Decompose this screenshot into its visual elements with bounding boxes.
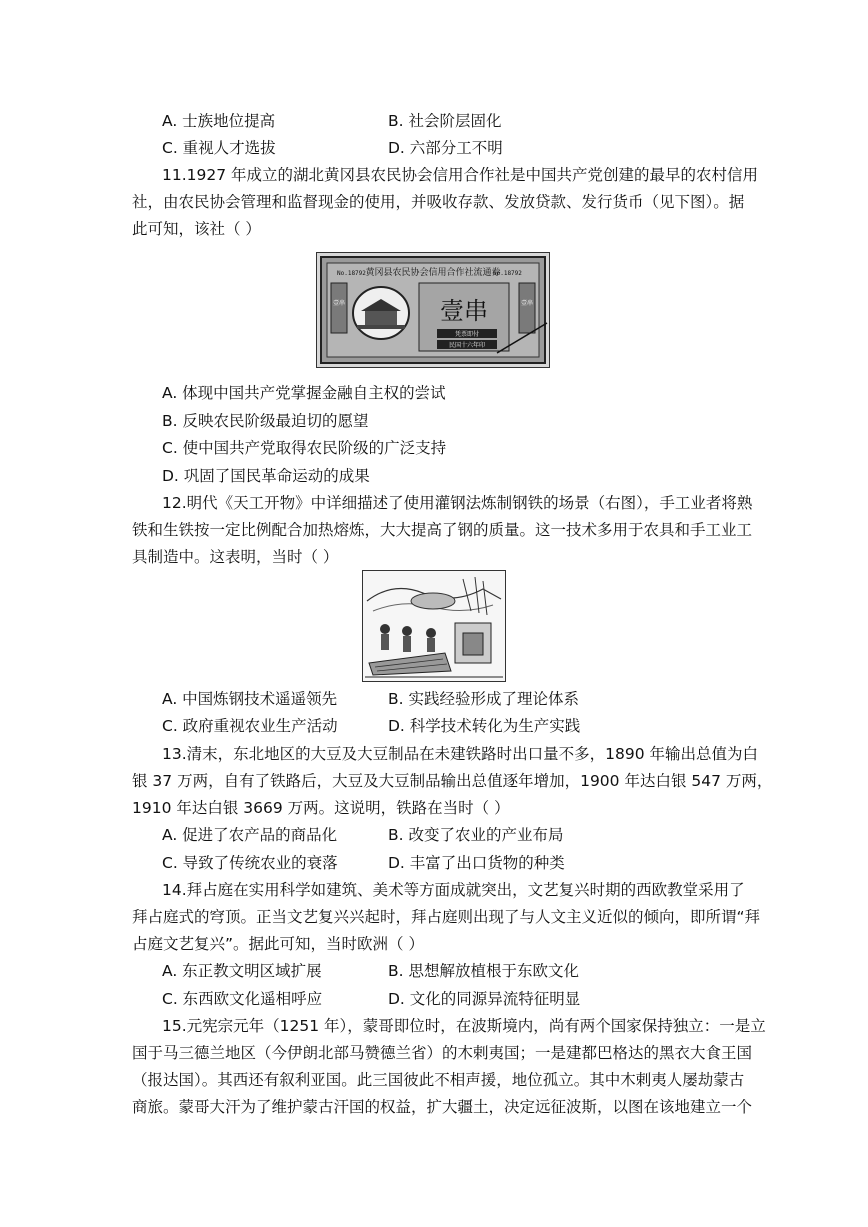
q13-option-a[interactable]: A. 促进了农产品的商品化 <box>162 826 338 844</box>
q13-option-c[interactable]: C. 导致了传统农业的衰落 <box>162 854 338 872</box>
q13-option-b[interactable]: B. 改变了农业的产业布局 <box>388 826 564 844</box>
steelmaking-illustration <box>362 570 506 682</box>
q15-text-line-4: 商旅。蒙哥大汗为了维护蒙古汗国的权益，扩大疆土，决定远征波斯，以图在该地建立一个 <box>132 1098 753 1116</box>
q10-option-c[interactable]: C. 重视人才选拔 <box>162 139 276 157</box>
q12-options-row-1 <box>162 687 722 709</box>
q13-text-line-3: 1910 年达白银 3669 万两。这说明，铁路在当时（ ） <box>132 799 510 817</box>
q11-text-line-2: 社，由农民协会管理和监督现金的使用，并吸收存款、发放贷款、发行货币（见下图）。据 <box>132 193 745 211</box>
q11-option-b[interactable]: B. 反映农民阶级最迫切的愿望 <box>162 412 369 430</box>
q11-option-a[interactable]: A. 体现中国共产党掌握金融自主权的尝试 <box>162 384 446 402</box>
q10-options-row-2 <box>162 136 722 158</box>
q13-options-row-2 <box>162 851 722 873</box>
q13-text-line-1: 13.清末，东北地区的大豆及大豆制品在未建铁路时出口量不多，1890 年输出总值为白 <box>162 745 759 763</box>
q10-options-row-1 <box>162 109 722 131</box>
q10-option-a[interactable]: A. 士族地位提高 <box>162 112 276 130</box>
q11-option-c[interactable]: C. 使中国共产党取得农民阶级的广泛支持 <box>162 439 447 457</box>
q12-option-d[interactable]: D. 科学技术转化为生产实践 <box>388 717 581 735</box>
banknote-serial-right: No.18792 <box>493 270 522 277</box>
banknote-side-right: 壹串 <box>520 300 534 307</box>
q14-options-row-1 <box>162 959 722 981</box>
q13-text-line-2: 银 37 万两，自有了铁路后，大豆及大豆制品输出总值逐年增加，1900 年达白银 547 万两， <box>132 772 773 790</box>
banknote-footer-2: 民国十六年印 <box>448 342 486 349</box>
q12-option-c[interactable]: C. 政府重视农业生产活动 <box>162 717 338 735</box>
q15-text-line-1: 15.元宪宗元年（1251 年），蒙哥即位时，在波斯境内，尚有两个国家保持独立：一是立 <box>162 1017 766 1035</box>
q15-text-line-3: （报达国）。其西还有叙利亚国。此三国彼此不相声援，地位孤立。其中木剌夷人屡劫蒙古 <box>132 1071 745 1089</box>
banknote-image <box>316 252 550 368</box>
q12-text-line-3: 具制造中。这表明，当时（ ） <box>132 548 339 566</box>
banknote-header: 黄冈县农民协会信用合作社流通券 <box>365 268 501 278</box>
q15-text-line-2: 国于马三德兰地区（今伊朗北部马赞德兰省）的木剌夷国；一是建都巴格达的黑衣大食王国 <box>132 1044 753 1062</box>
q10-option-b[interactable]: B. 社会阶层固化 <box>388 112 502 130</box>
q14-option-a[interactable]: A. 东正教文明区域扩展 <box>162 962 322 980</box>
q14-option-b[interactable]: B. 思想解放植根于东欧文化 <box>388 962 579 980</box>
q10-option-d[interactable]: D. 六部分工不明 <box>388 139 503 157</box>
banknote-footer-1: 凭票即付 <box>454 331 480 338</box>
banknote-serial-left: No.18792 <box>337 270 366 277</box>
q14-option-c[interactable]: C. 东西欧文化遥相呼应 <box>162 990 323 1008</box>
q14-options-row-2 <box>162 987 722 1009</box>
q12-options-row-2 <box>162 714 722 736</box>
q12-option-b[interactable]: B. 实践经验形成了理论体系 <box>388 690 579 708</box>
q13-options-row-1 <box>162 823 722 845</box>
q13-option-d[interactable]: D. 丰富了出口货物的种类 <box>388 854 565 872</box>
q11-text-line-3: 此可知，该社（ ） <box>132 220 261 238</box>
q11-option-d[interactable]: D. 巩固了国民革命运动的成果 <box>162 467 370 485</box>
q12-option-a[interactable]: A. 中国炼钢技术遥遥领先 <box>162 690 338 708</box>
q14-text-line-3: 占庭文艺复兴”。据此可知，当时欧洲（ ） <box>132 935 424 953</box>
q14-text-line-2: 拜占庭式的穹顶。正当文艺复兴兴起时，拜占庭则出现了与人文主义近似的倾向，即所谓“拜 <box>132 908 761 926</box>
banknote-denomination: 壹串 <box>440 297 488 325</box>
q12-text-line-2: 铁和生铁按一定比例配合加热熔炼，大大提高了钢的质量。这一技术多用于农具和手工业工 <box>132 521 753 539</box>
q14-text-line-1: 14.拜占庭在实用科学如建筑、美术等方面成就突出，文艺复兴时期的西欧教堂采用了 <box>162 881 745 899</box>
q12-text-line-1: 12.明代《天工开物》中详细描述了使用灌钢法炼制钢铁的场景（右图），手工业者将熟 <box>162 494 753 512</box>
q11-text-line-1: 11.1927 年成立的湖北黄冈县农民协会信用合作社是中国共产党创建的最早的农村信用 <box>162 166 759 184</box>
q14-option-d[interactable]: D. 文化的同源异流特征明显 <box>388 990 581 1008</box>
banknote-side-left: 壹串 <box>332 300 346 307</box>
